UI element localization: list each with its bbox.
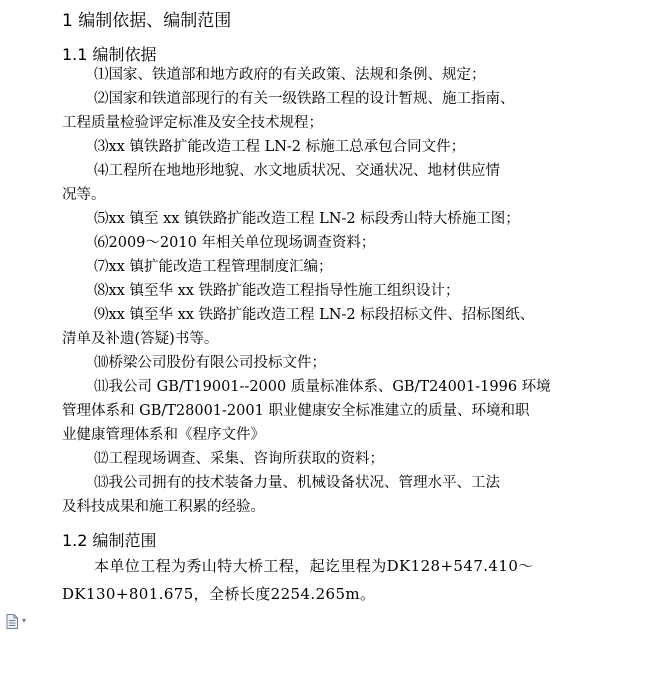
scope-line: DK130+801.675，全桥长度2254.265m。 — [62, 585, 376, 603]
heading-1: 1 编制依据、编制范围 — [62, 11, 232, 31]
basis-line: ⑾我公司 GB/T19001--2000 质量标准体系、GB/T24001-1996 环境 — [94, 379, 551, 395]
basis-line: ⑴国家、铁道部和地方政府的有关政策、法规和条例、规定； — [94, 67, 486, 83]
basis-line: 况等。 — [62, 187, 106, 203]
basis-line: 业健康管理体系和《程序文件》 — [62, 427, 265, 443]
section-scope-title: 1.2 编制范围 — [62, 531, 157, 550]
basis-line: ⑺xx 镇扩能改造工程管理制度汇编； — [94, 259, 333, 275]
document-icon[interactable] — [6, 614, 18, 629]
basis-line: 管理体系和 GB/T28001-2001 职业健康安全标准建立的质量、环境和职 — [62, 403, 530, 419]
basis-line: ⑷工程所在地地形地貌、水文地质状况、交通状况、地材供应情 — [94, 163, 500, 179]
basis-line: ⑿工程现场调查、采集、咨询所获取的资料； — [94, 451, 384, 467]
basis-line: 清单及补遗(答疑)书等。 — [62, 331, 219, 347]
scope-line: 本单位工程为秀山特大桥工程，起讫里程为DK128+547.410～ — [94, 557, 534, 575]
basis-line: ⒀我公司拥有的技术装备力量、机械设备状况、管理水平、工法 — [94, 475, 500, 491]
basis-line: ⑻xx 镇至华 xx 铁路扩能改造工程指导性施工组织设计； — [94, 283, 460, 299]
basis-line: 工程质量检验评定标准及安全技术规程； — [62, 115, 323, 131]
basis-line: ⑵国家和铁道部现行的有关一级铁路工程的设计暂规、施工指南、 — [94, 91, 515, 107]
basis-line: ⑸xx 镇至 xx 镇铁路扩能改造工程 LN-2 标段秀山特大桥施工图； — [94, 211, 520, 227]
basis-line: 及科技成果和施工积累的经验。 — [62, 499, 265, 515]
basis-line: ⑽桥梁公司股份有限公司投标文件； — [94, 355, 326, 371]
basis-line: ⑶xx 镇铁路扩能改造工程 LN-2 标施工总承包合同文件； — [94, 139, 466, 155]
basis-line: ⑹2009～2010 年相关单位现场调查资料； — [94, 235, 376, 251]
chevron-down-icon[interactable]: ▾ — [22, 616, 27, 625]
section-basis-title: 1.1 编制依据 — [62, 45, 157, 64]
basis-line: ⑼xx 镇至华 xx 铁路扩能改造工程 LN-2 标段招标文件、招标图纸、 — [94, 307, 535, 323]
